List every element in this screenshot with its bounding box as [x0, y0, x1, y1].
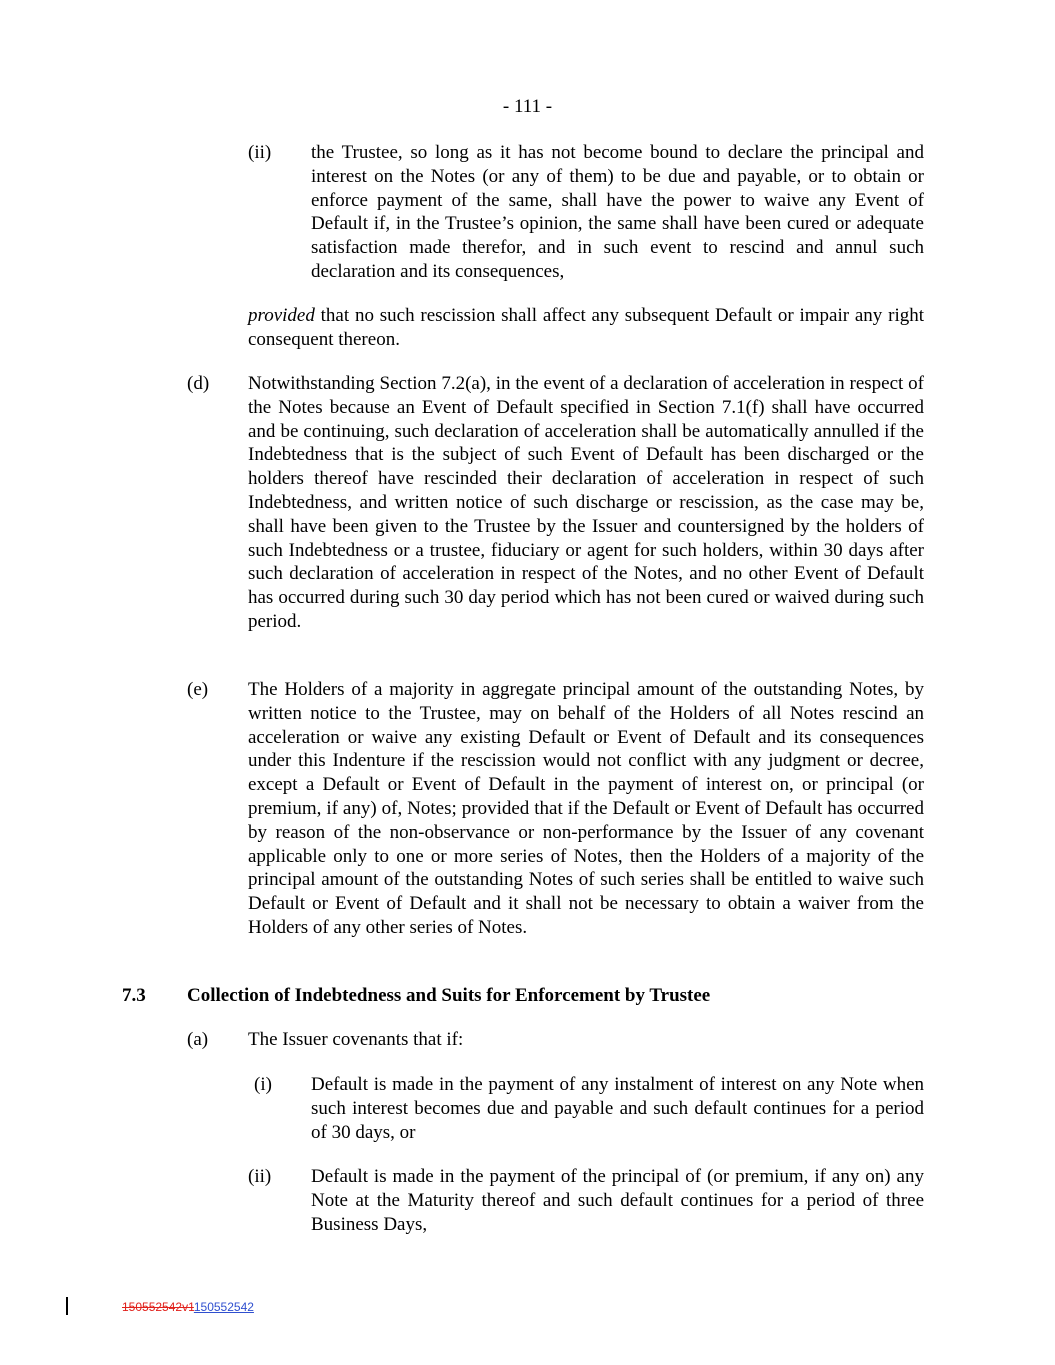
clause-7-3-a-label: (a) [187, 1029, 209, 1050]
clause-d-label: (d) [187, 373, 210, 394]
clause-c-ii-text: the Trustee, so long as it has not become bound to declare the principal and interest on the Notes (or any of them) to be due and payable, or to obtain or enforce payment of the same, shall have the power to waive any Event of Default if, in the Trustee’s opinion, the same shall have been cured or adequate satisfaction made therefor, and in such event to rescind and annul such declaration and its consequences, [311, 142, 924, 282]
clause-d-text: Notwithstanding Section 7.2(a), in the event of a declaration of acceleration in respect of the Notes because an Event of Default specified in Section 7.1(f) shall have occurred and be continuing, such declaration of acceleration shall be automatically annulled if the Indebtedness that is the subject of such Event of Default has been discharged or the holders thereof have rescinded their declaration of acceleration in respect of such Indebtedness, and written notice of such discharge or rescission, as the case may be, shall have been given to the Trustee by the Issuer and countersigned by the holders of such Indebtedness or a trustee, fiduciary or agent for such holders, within 30 days after such declaration of acceleration in respect of the Notes, and no other Event of Default has occurred during such 30 day period which has not been cured or waived during such period. [248, 373, 924, 632]
page-number: - 111 - [502, 96, 553, 117]
proviso-paragraph [248, 304, 924, 352]
clause-c-ii-label: (ii) [248, 142, 272, 163]
section-7-3-number: 7.3 [122, 985, 146, 1006]
section-7-3-title: Collection of Indebtedness and Suits for Enforcement by Trustee [187, 985, 711, 1006]
document-id-footer [122, 1300, 254, 1314]
clause-7-3-a-i-text: Default is made in the payment of any instalment of interest on any Note when such interest becomes due and payable and such default continues for a period of 30 days, or [311, 1074, 924, 1143]
clause-e-label: (e) [187, 679, 209, 700]
clause-7-3-a-ii-label: (ii) [248, 1166, 272, 1187]
change-bar [66, 1297, 68, 1315]
proviso-text: that no such rescission shall affect any subsequent Default or impair any right consequent thereon. [248, 305, 924, 350]
clause-7-3-a-text: The Issuer covenants that if: [248, 1029, 464, 1050]
clause-7-3-a-ii-text: Default is made in the payment of the principal of (or premium, if any on) any Note at the Maturity thereof and such default continues for a period of three Business Days, [311, 1166, 924, 1235]
proviso-italic: provided [248, 305, 315, 326]
clause-e-text: The Holders of a majority in aggregate principal amount of the outstanding Notes, by written notice to the Trustee, may on behalf of the Holders of all Notes rescind an acceleration or waive any existing Default or Event of Default and its consequences under this Indenture if the rescission would not conflict with any judgment or decree, except a Default or Event of Default in the payment of interest on, or principal (or premium, if any) of, Notes; provided that if the Default or Event of Default has occurred by reason of the non-observance or non-performance by the Issuer of any covenant applicable only to one or more series of Notes, then the Holders of a majority of the principal amount of the outstanding Notes of such series shall be entitled to waive such Default or Event of Default and it shall not be necessary to obtain a waiver from the Holders of any other series of Notes. [248, 679, 924, 938]
deleted-document-id: 150552542v1 [122, 1300, 194, 1314]
clause-7-3-a-i-label: (i) [254, 1074, 272, 1095]
inserted-document-id: 150552542 [193, 1300, 254, 1314]
